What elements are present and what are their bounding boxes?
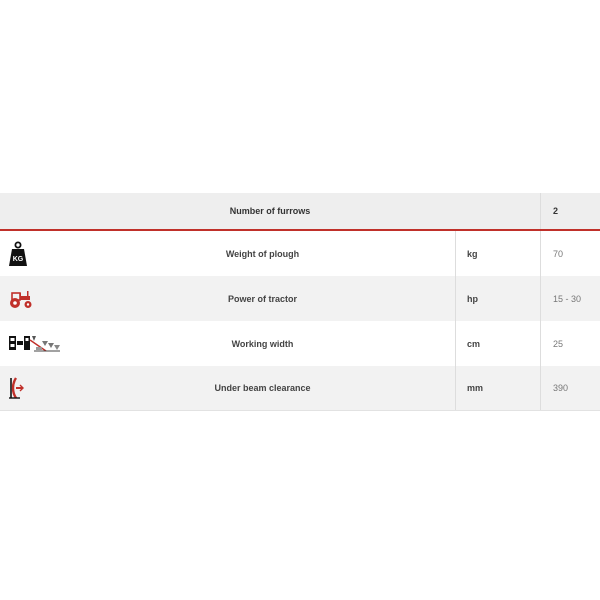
spec-table <box>0 193 600 411</box>
row-unit: mm <box>455 366 540 410</box>
row-unit: kg <box>455 231 540 276</box>
row-label: Under beam clearance <box>214 383 311 393</box>
beam-clearance-icon <box>0 366 70 410</box>
table-header-row <box>0 193 600 231</box>
table-row <box>0 366 600 411</box>
tractor-icon <box>0 276 70 321</box>
row-label: Working width <box>231 338 294 349</box>
table-row <box>0 276 600 321</box>
working-width-icon <box>0 321 70 366</box>
row-value: 15 - 30 <box>540 276 600 321</box>
row-unit: cm <box>455 321 540 366</box>
header-value: 2 <box>540 193 600 229</box>
weight-kg-icon <box>0 231 70 276</box>
table-row <box>0 231 600 276</box>
weight-icon-text: KG <box>12 255 24 263</box>
row-unit: hp <box>455 276 540 321</box>
row-label: Weight of plough <box>225 248 300 259</box>
header-label: Number of furrows <box>229 206 311 216</box>
table-row <box>0 321 600 366</box>
row-value: 25 <box>540 321 600 366</box>
row-value: 70 <box>540 231 600 276</box>
row-label: Power of tractor <box>227 293 297 304</box>
row-value: 390 <box>540 366 600 410</box>
